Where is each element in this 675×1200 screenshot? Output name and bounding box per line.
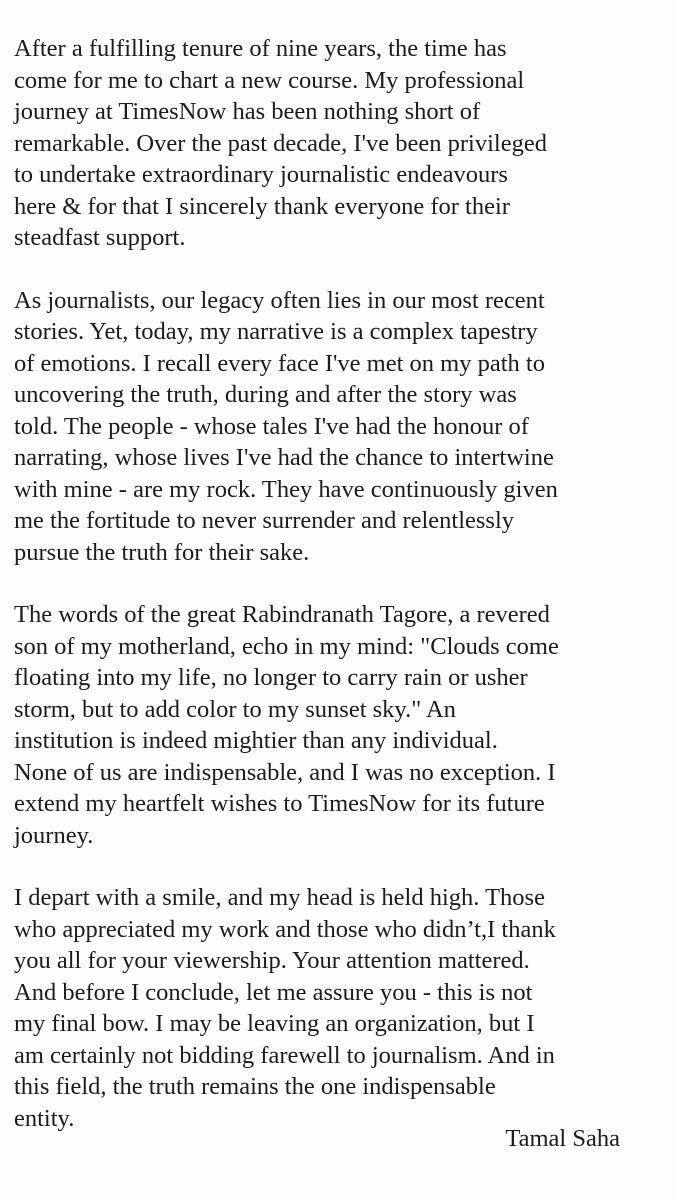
text-line: journey at TimesNow has been nothing short of [14,98,481,125]
text-line: come for me to chart a new course. My professional [14,66,525,94]
text-line: you all for your viewership. Your attention mattered. [14,947,530,974]
text-line: of emotions. I recall every face I've met on my path to [14,349,545,377]
paragraph-1 [14,33,674,254]
text-line: institution is indeed mightier than any individual. [14,727,498,754]
text-line: narrating, whose lives I've had the chance to intertwine [14,444,554,471]
text-line: my final bow. I may be leaving an organization, but I [14,1010,535,1037]
text-line: storm, but to add color to my sunset sky." An [14,695,456,723]
text-line: pursue the truth for their sake. [14,538,310,566]
text-line: The words of the great Rabindranath Tagore, a revered [14,601,550,628]
text-line: am certainly not bidding farewell to journalism. And in [14,1041,555,1069]
text-line: stories. Yet, today, my narrative is a complex tapestry [14,318,538,345]
text-line: journey. [14,821,94,849]
text-line: told. The people - whose tales I've had the honour of [14,412,529,440]
text-line: As journalists, our legacy often lies in our most recent [14,286,545,314]
paragraph-3 [14,599,674,851]
text-line: floating into my life, no longer to carry rain or usher [14,664,528,691]
text-line: here & for that I sincerely thank everyone for their [14,192,510,220]
paragraph-2 [14,285,674,569]
text-line: extend my heartfelt wishes to TimesNow for its future [14,790,545,817]
text-line: uncovering the truth, during and after the story was [14,381,517,408]
signature: Tamal Saha [505,1125,620,1152]
text-line: this field, the truth remains the one indispensable [14,1073,496,1100]
text-line: me the fortitude to never surrender and relentlessly [14,507,515,534]
text-line: remarkable. Over the past decade, I've been privileged [14,129,547,157]
text-line: After a fulfilling tenure of nine years, the time has [14,35,507,62]
text-line: who appreciated my work and those who didn’t,I thank [14,915,556,943]
text-line: And before I conclude, let me assure you - this is not [14,978,533,1006]
text-line: to undertake extraordinary journalistic endeavours [14,161,508,188]
text-line: with mine - are my rock. They have continuously given [14,475,558,503]
text-line: steadfast support. [14,224,186,251]
text-line: None of us are indispensable, and I was no exception. I [14,758,556,786]
paragraph-4 [14,882,674,1134]
text-line: son of my motherland, echo in my mind: "Clouds come [14,632,559,660]
text-line: entity. [14,1104,75,1132]
text-line: I depart with a smile, and my head is held high. Those [14,884,545,911]
